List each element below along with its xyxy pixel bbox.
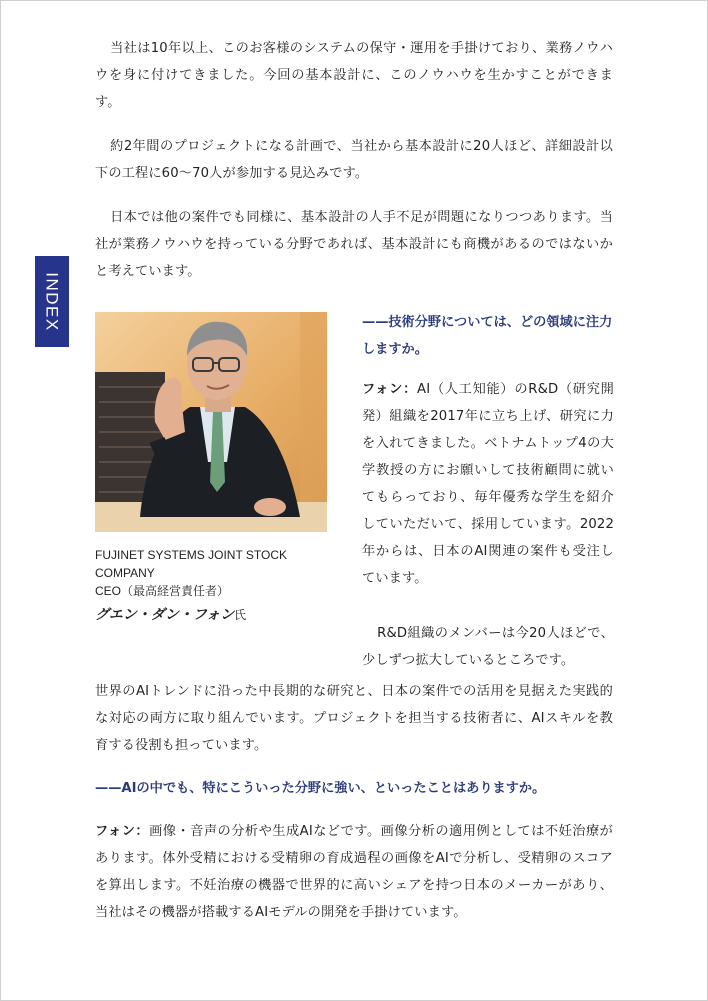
answer-1-speaker: フォン：	[362, 382, 418, 397]
intro-paragraph-3: 日本では他の案件でも同様に、基本設計の人手不足が問題になりつつあります。当社が業務ノウハウを持っている分野であれば、基本設計にも商機があるのではないかと考えています。	[95, 210, 613, 279]
caption-company-line-1: FUJINET SYSTEMS JOINT STOCK	[95, 548, 288, 562]
caption-name-block	[95, 606, 246, 624]
caption-honorific: 氏	[234, 608, 247, 622]
answer-1-continuation-wide: 世界のAIトレンドに沿った中長期的な研究と、日本の案件での活用を見据えた実践的な対応の両方に取り組んでいます。プロジェクトを担当する技術者に、AIスキルを教育する役割も担っています。	[95, 684, 613, 753]
index-tab[interactable]	[35, 256, 69, 347]
answer-2-speaker: フォン：	[95, 824, 150, 839]
answer-1-text: AI（人工知能）のR&D（研究開発）組織を2017年に立ち上げ、研究に力を入れてきました。ベトナムトップ4の大学教授の方にお願いして技術顧問に就いてもらっており、毎年優秀な学生を紹介していただいて、採用しています。2022年からは、日本のAI関連の案件も受注しています。	[362, 382, 614, 586]
answer-2-text: 画像・音声の分析や生成AIなどです。画像分析の適用例としては不妊治療があります。体外受精における受精卵の育成過程の画像をAIで分析し、受精卵のスコアを算出します。不妊治療の機器で世界的に高いシェアを持つ日本のメーカーがあり、当社はその機器が搭載するAIモデルの開発を手掛けています。	[95, 824, 613, 920]
caption-name: グエン・ダン・フォン	[95, 607, 235, 623]
answer-1-continuation-narrow: R&D組織のメンバーは今20人ほどで、少しずつ拡大しているところです。	[362, 626, 614, 668]
intro-paragraph-2: 約2年間のプロジェクトになる計画で、当社から基本設計に20人ほど、詳細設計以下の工程に60〜70人が参加する見込みです。	[95, 139, 613, 181]
question-2: ——AIの中でも、特にこういった分野に強い、といったことはありますか。	[95, 781, 546, 796]
photo-caption	[95, 546, 335, 624]
index-tab-label: INDEX	[43, 271, 62, 332]
caption-company-line-2: COMPANY	[95, 566, 155, 580]
question-1: ——技術分野については、どの領域に注力しますか。	[362, 315, 613, 357]
intro-paragraph-1: 当社は10年以上、このお客様のシステムの保守・運用を手掛けており、業務ノウハウを身に付けてきました。今回の基本設計に、このノウハウを生かすことができます。	[95, 41, 613, 110]
answer-2	[95, 818, 613, 926]
ceo-portrait-image	[95, 312, 327, 532]
answer-1	[362, 376, 614, 592]
ceo-photo	[95, 312, 327, 532]
caption-title: CEO（最高経営責任者）	[95, 584, 230, 598]
